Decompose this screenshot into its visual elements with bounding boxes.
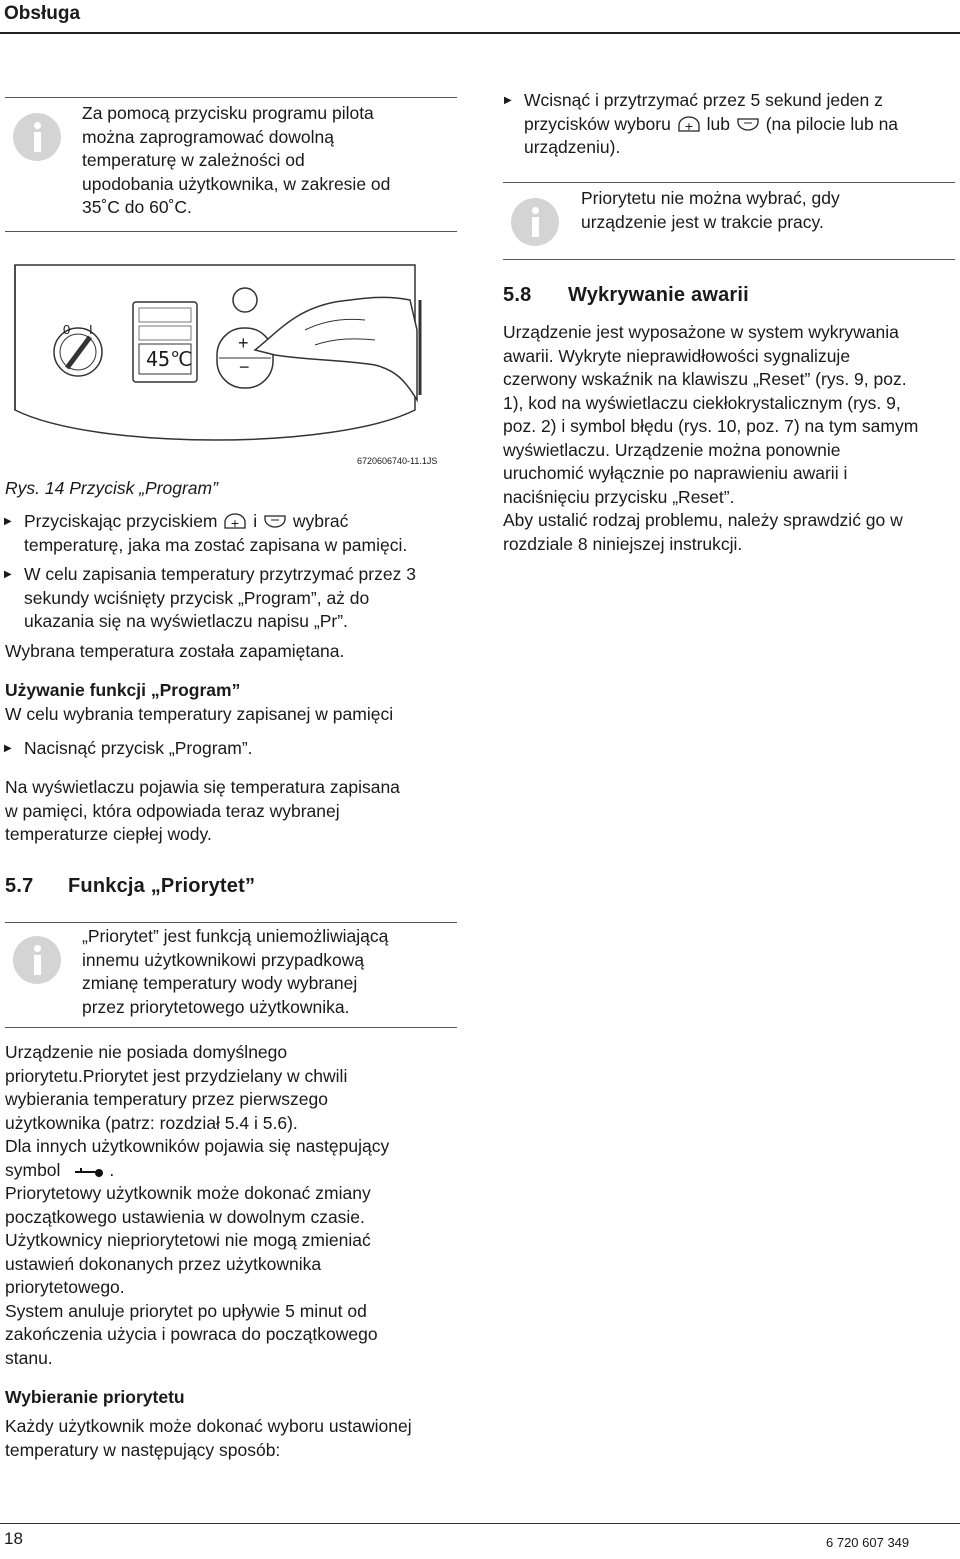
- fault-detection-body: Urządzenie jest wyposażone w system wykrywania awarii. Wykryte nieprawidłowości sygnalizuje czerwony wskaźnik na klawiszu „Reset” (rys. 9, poz. 1), kod na wyświetlaczu ciekłokrystalicznym (rys. 9, poz. 2) i symbol błędu (rys. 10, poz. 7) na tym samym wyświetlaczu. Urządzenie można ponownie uruchomić wyłącznie po naprawieniu awarii i naciśnięciu przycisku „Reset”. Aby ustalić rodzaj problemu, należy sprawdzić go w rozdziale 8 niniejszej instrukcji.: [503, 322, 919, 554]
- device-panel-illustration: [5, 260, 455, 475]
- plus-button-icon: [222, 513, 248, 531]
- info-box-priority-busy: [503, 182, 955, 260]
- info-box-priority: [5, 922, 457, 1028]
- selection-heading: Wybieranie priorytetu: [5, 1387, 185, 1407]
- svg-text:+: +: [230, 517, 240, 531]
- info-box-program: [5, 97, 457, 232]
- bullet-select-temp: ▶ Przyciskając przyciskiem + i wybrać temperaturę, jaka ma zostać zapisana w pamięci.: [24, 510, 464, 557]
- plus-button-icon: [676, 116, 702, 134]
- info-icon: [511, 198, 559, 246]
- selection-body: Każdy użytkownik może dokonać wyboru ustawionej temperatury w następujący sposób:: [5, 1416, 412, 1460]
- priority-body-b: Priorytetowy użytkownik może dokonać zmiany początkowego ustawienia w dowolnym czasie. Użytkownicy niepriorytetowi nie mogą zmieniać ustawień dokonanych przez użytkownika priorytetowego. System anuluje priorytet po upływie 5 minut od zakończenia użycia i powraca do początkowego stanu.: [5, 1183, 378, 1368]
- info-text-priority-busy: Priorytetu nie można wybrać, gdy urządzenie jest w trakcie pracy.: [581, 188, 840, 232]
- info-text-program: Za pomocą przycisku programu pilota można zaprogramować dowolną temperaturę w zależności od upodobania użytkownika, w zakresie od 35˚C do 60˚C.: [82, 103, 391, 217]
- bullet-hold-buttons: ▶ Wcisnąć i przytrzymać przez 5 sekund jeden z przycisków wyboru + lub (na pilocie lub na urządzeniu).: [524, 89, 954, 160]
- figure-caption: Rys. 14 Przycisk „Program”: [5, 478, 218, 498]
- switch-off-label: 0: [63, 322, 71, 337]
- using-intro: W celu wybrania temperatury zapisanej w pamięci: [5, 704, 394, 724]
- display-temperature: 45℃: [146, 347, 193, 371]
- bullet-save-temp: ▶ W celu zapisania temperatury przytrzymać przez 3 sekundy wciśnięty przycisk „Program”, aż do ukazania się na wyświetlaczu napisu „Pr”.: [24, 563, 464, 634]
- figure-program-button: [5, 260, 455, 475]
- section-header-title: Obsługa: [4, 3, 81, 24]
- header-rule: [0, 32, 960, 34]
- result-saved: Wybrana temperatura została zapamiętana.: [5, 641, 345, 661]
- section-5-7-title: Funkcja „Priorytet”: [68, 875, 256, 897]
- minus-button-icon: [262, 513, 288, 531]
- info-text-priority: „Priorytet” jest funkcją uniemożliwiającą innemu użytkownikowi przypadkową zmianę temperatury wody wybranej przez priorytetowego użytkownika.: [82, 926, 389, 1017]
- minus-label: −: [239, 357, 250, 377]
- priority-body-a: Urządzenie nie posiada domyślnego priorytetu.Priorytet jest przydzielany w chwili wybierania temperatury przez pierwszego użytkownika (patrz: rozdział 5.4 i 5.6). Dla innych użytkowników pojawia się następujący symbol .: [5, 1042, 390, 1180]
- using-result: Na wyświetlaczu pojawia się temperatura zapisana w pamięci, która odpowiada teraz wybranej temperaturze ciepłej wody.: [5, 777, 400, 844]
- section-5-7-number: 5.7: [5, 875, 34, 897]
- info-icon: [13, 936, 61, 984]
- footer-rule: [0, 1523, 960, 1524]
- document-number: 6 720 607 349: [826, 1535, 910, 1550]
- section-5-8-title: Wykrywanie awarii: [568, 284, 749, 306]
- section-5-8-number: 5.8: [503, 284, 532, 306]
- switch-on-label: I: [89, 322, 93, 337]
- bullet-press-program: ▶ Nacisnąć przycisk „Program”.: [24, 737, 253, 761]
- plus-label: +: [238, 333, 249, 353]
- using-heading: Używanie funkcji „Program”: [5, 680, 241, 700]
- info-icon: [13, 113, 61, 161]
- figure-id: 6720606740-11.1JS: [357, 456, 438, 466]
- svg-text:+: +: [684, 119, 694, 133]
- key-symbol-icon: [69, 1163, 109, 1179]
- minus-button-icon: [735, 116, 761, 134]
- page-number: 18: [4, 1529, 23, 1548]
